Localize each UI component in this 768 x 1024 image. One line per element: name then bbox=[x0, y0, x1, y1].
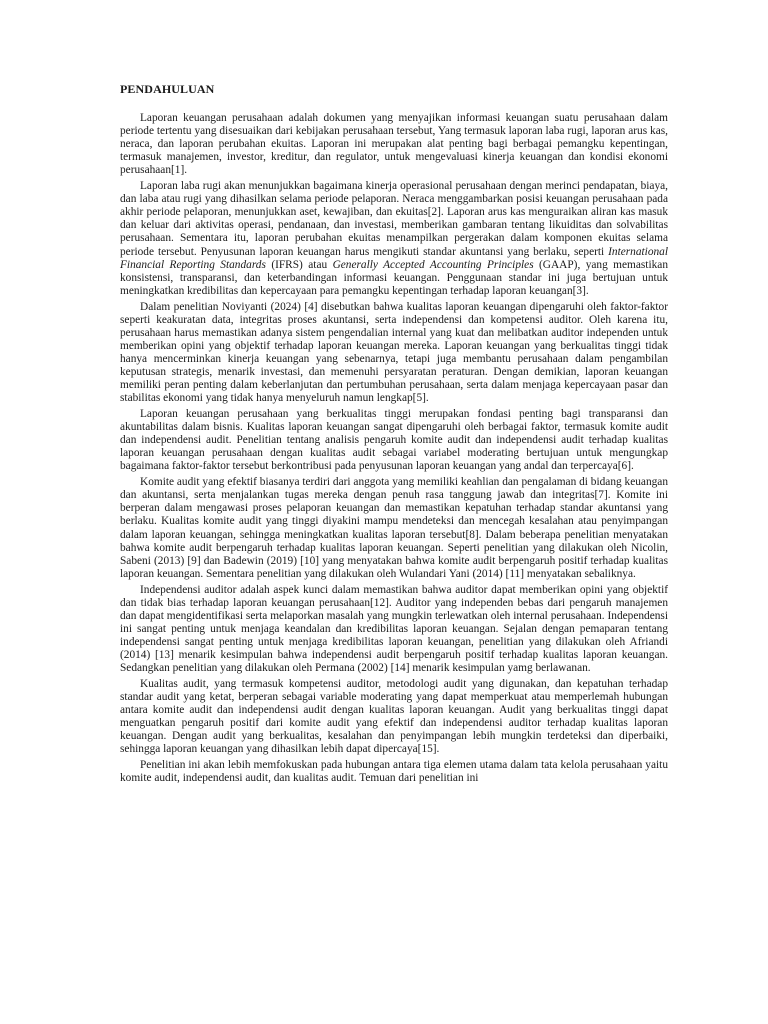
paragraph-text: (IFRS) atau bbox=[265, 258, 333, 271]
paragraph-text: Laporan keuangan perusahaan yang berkualitas tinggi merupakan fondasi penting bagi transparansi dan akuntabilitas dalam bisnis. Kualitas laporan keuangan sangat dipengaruhi oleh berbagai faktor, termasuk komite audit dan independensi audit. Penelitian tentang analisis pengaruh komite audit dan independensi audit terhadap kualitas laporan keuangan perusahaan dengan kualitas audit sebagai variabel moderating bertujuan untuk mengungkap bagaimana faktor-faktor tersebut berkontribusi pada penyusunan laporan keuangan yang andal dan terpercaya[6]. bbox=[120, 408, 668, 473]
body-paragraph bbox=[120, 584, 668, 675]
paragraph-text: (GAAP), yang memastikan konsistensi, transparansi, dan keterbandingan informasi keuangan. Penggunaan standar ini juga bertujuan untuk meningkatkan kredibilitas dan kepercayaan para pemangku kepentingan terhadap laporan keuangan[3]. bbox=[120, 258, 668, 297]
body-paragraph bbox=[120, 112, 668, 177]
body-paragraph bbox=[120, 301, 668, 405]
italic-term: Generally Accepted Accounting Principles bbox=[332, 258, 534, 271]
body-paragraph bbox=[120, 180, 668, 297]
body-paragraph bbox=[120, 678, 668, 756]
paragraph-text: Penelitian ini akan lebih memfokuskan pada hubungan antara tiga elemen utama dalam tata kelola perusahaan yaitu komite audit, independensi audit, dan kualitas audit. Temuan dari penelitian ini bbox=[120, 759, 668, 785]
document-body bbox=[120, 112, 668, 785]
paragraph-text: Komite audit yang efektif biasanya terdiri dari anggota yang memiliki keahlian dan pengalaman di bidang keuangan dan akuntansi, serta menjalankan tugas mereka dengan penuh rasa tanggung jawab dan integritas[7]. Komite ini berperan dalam mengawasi proses pelaporan keuangan dan memastikan kepatuhan terhadap standar akuntansi yang berlaku. Kualitas komite audit yang tinggi diyakini mampu mendeteksi dan mencegah kesalahan atau penyimpangan dalam laporan keuangan, sehingga meningkatkan kualitas laporan tersebut[8]. Dalam beberapa penelitian menyatakan bahwa komite audit berpengaruh terhadap kualitas laporan keuangan. Seperti penelitian yang dilakukan oleh Nicolin, Sabeni (2013) [9] dan Badewin (2019) [10] yang menyatakan bahwa komite audit berpengaruh positif terhadap kualitas laporan keuangan. Sementara penelitian yang dilakukan oleh Wulandari Yani (2014) [11] menyatakan sebaliknya. bbox=[120, 476, 668, 580]
body-paragraph bbox=[120, 476, 668, 580]
italic-term: International Financial Reporting Standards bbox=[120, 245, 668, 271]
paragraph-text: Kualitas audit, yang termasuk kompetensi auditor, metodologi audit yang digunakan, dan kepatuhan terhadap standar audit yang ketat, berperan sebagai variable moderating yang dapat memperkuat atau memperlemah hubungan antara komite audit dan independensi audit dengan kualitas laporan keuangan. Audit yang berkualitas tinggi dapat menguatkan pengaruh positif dari komite audit yang efektif dan independensi auditor terhadap kualitas laporan keuangan. Dengan audit yang berkualitas, kesalahan dan penyimpangan lebih mungkin terdeteksi dan diperbaiki, sehingga laporan keuangan yang dihasilkan lebih dapat dipercaya[15]. bbox=[120, 678, 668, 756]
section-heading: PENDAHULUAN bbox=[120, 82, 215, 96]
paragraph-text: Laporan keuangan perusahaan adalah dokumen yang menyajikan informasi keuangan suatu perusahaan dalam periode tertentu yang disesuaikan dari kebijakan perusahaan tersebut, Yang termasuk laporan laba rugi, laporan arus kas, neraca, dan laporan perubahan ekuitas. Laporan ini merupakan alat penting bagi berbagai pemangku kepentingan, termasuk manajemen, investor, kreditur, dan regulator, untuk mengevaluasi kinerja keuangan dan kondisi ekonomi perusahaan[1]. bbox=[120, 112, 668, 177]
paragraph-text: Independensi auditor adalah aspek kunci dalam memastikan bahwa auditor dapat memberikan opini yang objektif dan tidak bias terhadap laporan keuangan perusahaan[12]. Auditor yang independen bebas dari pengaruh manajemen dan dapat mengidentifikasi serta melaporkan masalah yang mungkin terlewatkan oleh internal perusahaan. Independensi ini sangat penting untuk menjaga keandalan dan kredibilitas laporan keuangan. Sejalan dengan pemaparan tentang independensi sangat penting untuk menjaga kredibilitas laporan keuangan, penelitian yang dilakukan oleh Afriandi (2014) [13] menarik kesimpulan bahwa independensi audit berpengaruh positif terhadap kualitas laporan keuangan. Sedangkan penelitian yang dilakukan oleh Permana (2002) [14] menarik kesimpulan yamg berlawanan. bbox=[120, 583, 668, 674]
body-paragraph bbox=[120, 759, 668, 785]
body-paragraph bbox=[120, 408, 668, 473]
paragraph-text: Laporan laba rugi akan menunjukkan bagaimana kinerja operasional perusahaan dengan merinci pendapatan, biaya, dan laba atau rugi yang dihasilkan selama periode pelaporan. Neraca menggambarkan posisi keuangan perusahaan pada akhir periode pelaporan, menunjukkan aset, kewajiban, dan ekuitas[2]. Laporan arus kas menguraikan aliran kas masuk dan keluar dari aktivitas operasi, pendanaan, dan investasi, memberikan gambaran tentang likuiditas dan solvabilitas perusahaan. Sementara itu, laporan perubahan ekuitas menampilkan pergerakan dalam komponen ekuitas selama periode tersebut. Penyusunan laporan keuangan harus mengikuti standar akuntansi yang berlaku, seperti bbox=[120, 180, 668, 258]
document-page bbox=[120, 83, 668, 788]
paragraph-text: Dalam penelitian Noviyanti (2024) [4] disebutkan bahwa kualitas laporan keuangan dipengaruhi oleh faktor-faktor seperti keakuratan data, integritas proses akuntansi, serta independensi dan kompetensi auditor. Oleh karena itu, perusahaan harus memastikan adanya sistem pengendalian internal yang kuat dan melibatkan auditor independen untuk memberikan opini yang objektif terhadap laporan keuangan mereka. Laporan keuangan yang berkualitas tinggi tidak hanya mencerminkan kinerja keuangan yang sebenarnya, tetapi juga membantu perusahaan dalam pengambilan keputusan strategis, menarik investasi, dan memenuhi persyaratan peraturan. Dengan demikian, laporan keuangan memiliki peran penting dalam keberlanjutan dan pertumbuhan perusahaan, serta dalam menjaga kepercayaan pasar dan stabilitas ekonomi yang tidak hanya menyeluruh namun lengkap[5]. bbox=[120, 300, 668, 405]
